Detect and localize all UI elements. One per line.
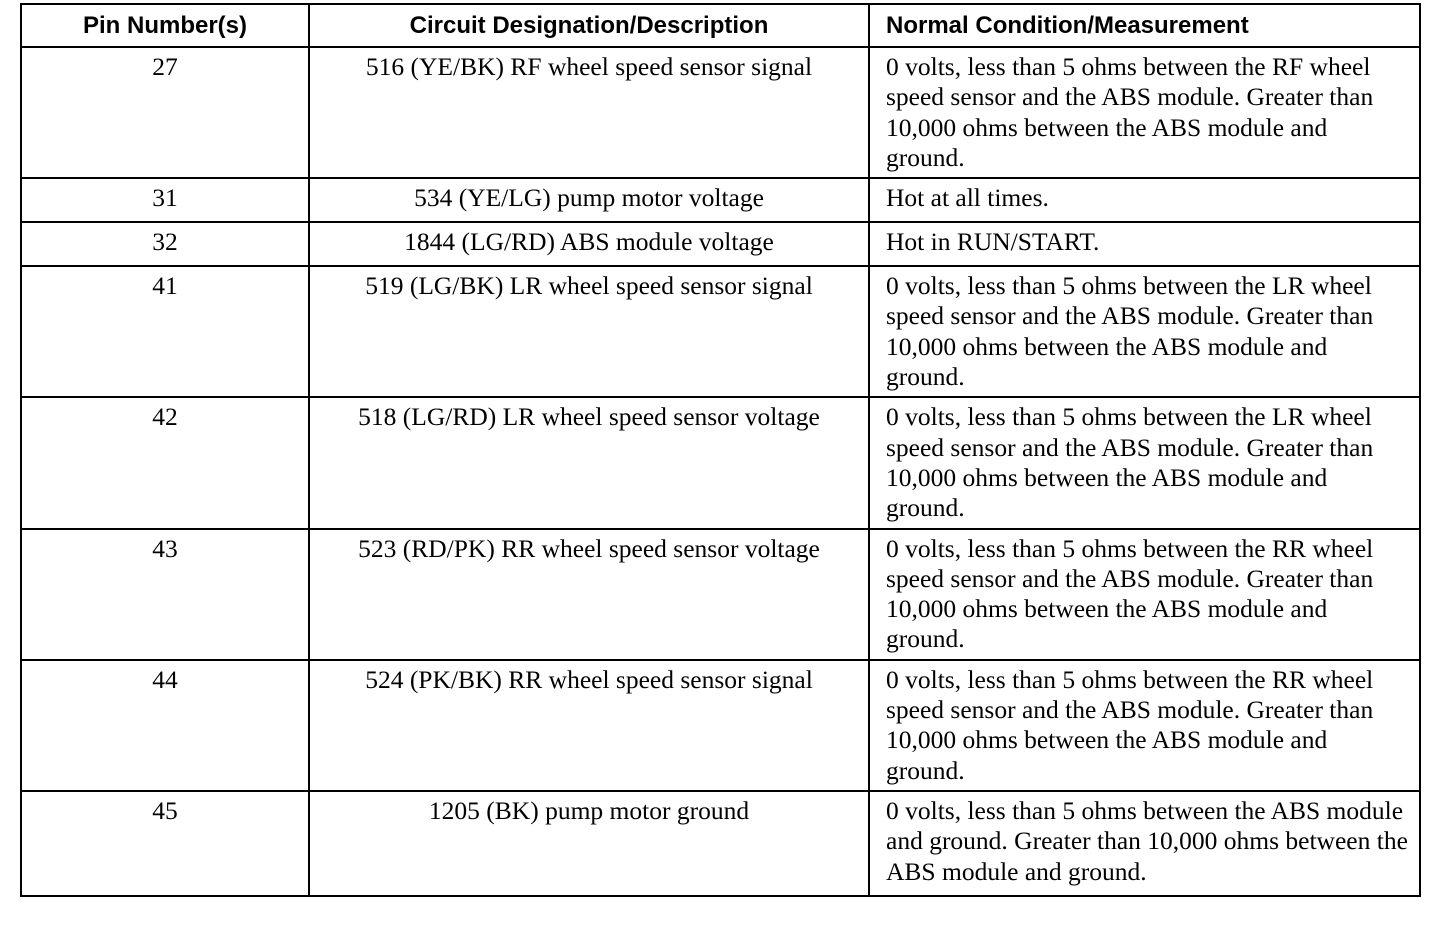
pin-number-cell: 31 bbox=[21, 178, 309, 222]
pin-number-cell: 43 bbox=[21, 529, 309, 660]
pin-number-cell: 32 bbox=[21, 222, 309, 266]
pin-number-cell: 42 bbox=[21, 397, 309, 528]
table-row bbox=[21, 660, 1420, 791]
measurement-cell: 0 volts, less than 5 ohms between the LR wheel speed sensor and the ABS module. Greater than 10,000 ohms between the ABS module and ground. bbox=[869, 397, 1420, 528]
header-normal-condition: Normal Condition/Measurement bbox=[869, 4, 1420, 47]
header-pin-numbers: Pin Number(s) bbox=[21, 4, 309, 47]
circuit-description-cell: 519 (LG/BK) LR wheel speed sensor signal bbox=[309, 266, 869, 397]
pin-number-cell: 27 bbox=[21, 47, 309, 178]
table-row bbox=[21, 529, 1420, 660]
pin-circuit-table bbox=[20, 3, 1421, 897]
table-row bbox=[21, 397, 1420, 528]
pin-number-cell: 45 bbox=[21, 791, 309, 896]
table-row bbox=[21, 266, 1420, 397]
table-row bbox=[21, 222, 1420, 266]
table-row bbox=[21, 178, 1420, 222]
circuit-description-cell: 534 (YE/LG) pump motor voltage bbox=[309, 178, 869, 222]
measurement-cell: 0 volts, less than 5 ohms between the RF wheel speed sensor and the ABS module. Greater than 10,000 ohms between the ABS module and ground. bbox=[869, 47, 1420, 178]
measurement-cell: 0 volts, less than 5 ohms between the ABS module and ground. Greater than 10,000 ohms between the ABS module and ground. bbox=[869, 791, 1420, 896]
table-row bbox=[21, 791, 1420, 896]
measurement-cell: Hot in RUN/START. bbox=[869, 222, 1420, 266]
pin-number-cell: 44 bbox=[21, 660, 309, 791]
circuit-description-cell: 524 (PK/BK) RR wheel speed sensor signal bbox=[309, 660, 869, 791]
circuit-description-cell: 516 (YE/BK) RF wheel speed sensor signal bbox=[309, 47, 869, 178]
circuit-description-cell: 523 (RD/PK) RR wheel speed sensor voltage bbox=[309, 529, 869, 660]
measurement-cell: 0 volts, less than 5 ohms between the RR wheel speed sensor and the ABS module. Greater than 10,000 ohms between the ABS module and ground. bbox=[869, 660, 1420, 791]
header-circuit-designation: Circuit Designation/Description bbox=[309, 4, 869, 47]
measurement-cell: Hot at all times. bbox=[869, 178, 1420, 222]
circuit-description-cell: 518 (LG/RD) LR wheel speed sensor voltage bbox=[309, 397, 869, 528]
table-row bbox=[21, 47, 1420, 178]
table-header-row bbox=[21, 4, 1420, 47]
measurement-cell: 0 volts, less than 5 ohms between the RR wheel speed sensor and the ABS module. Greater than 10,000 ohms between the ABS module and ground. bbox=[869, 529, 1420, 660]
pin-number-cell: 41 bbox=[21, 266, 309, 397]
circuit-description-cell: 1205 (BK) pump motor ground bbox=[309, 791, 869, 896]
measurement-cell: 0 volts, less than 5 ohms between the LR wheel speed sensor and the ABS module. Greater than 10,000 ohms between the ABS module and ground. bbox=[869, 266, 1420, 397]
circuit-description-cell: 1844 (LG/RD) ABS module voltage bbox=[309, 222, 869, 266]
